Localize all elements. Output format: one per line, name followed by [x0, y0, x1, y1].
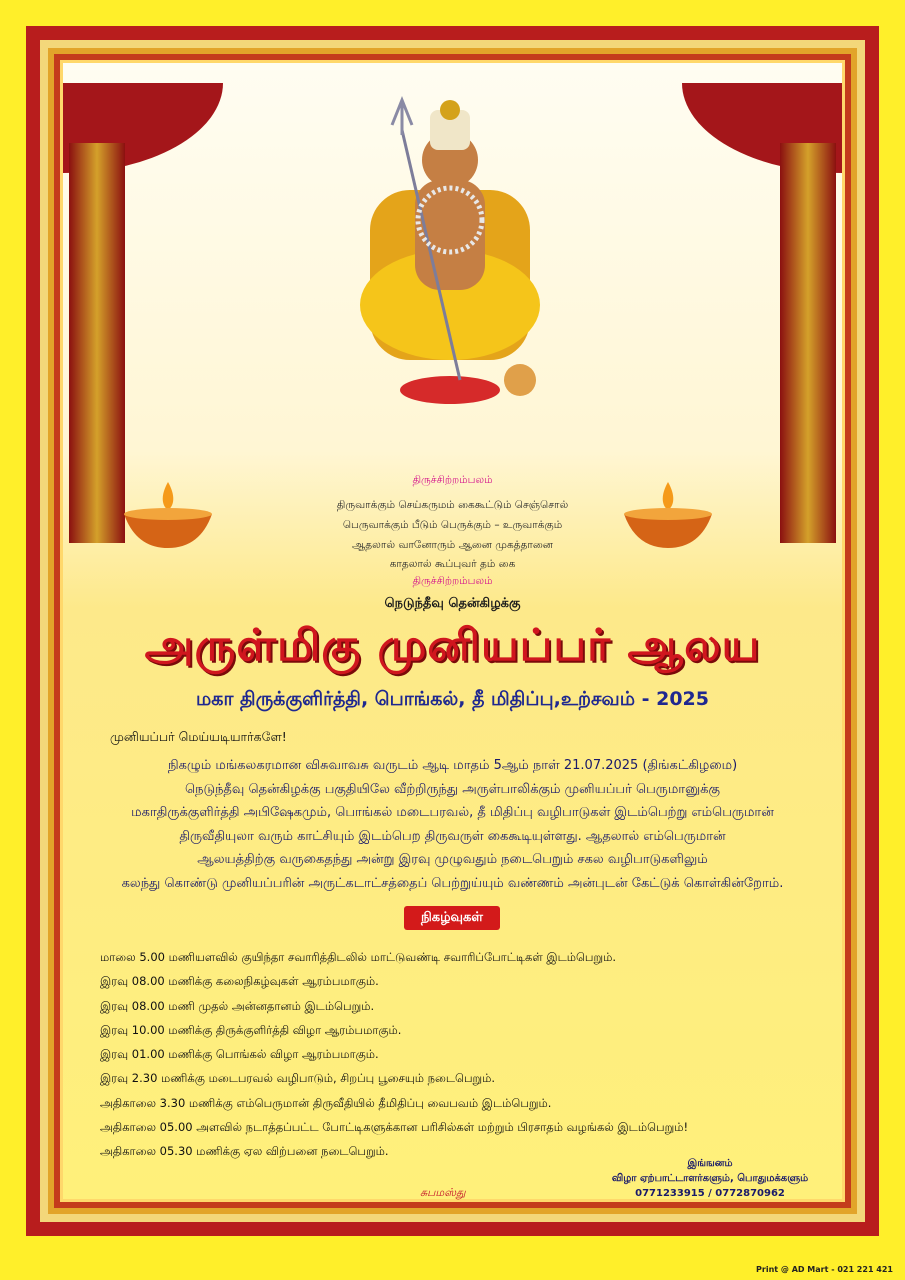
deity-illustration — [330, 90, 570, 410]
events-list — [100, 945, 820, 1164]
paragraph-line: நிகழும் மங்கலகரமான விசுவாவசு வருடம் ஆடி மாதம் 5ஆம் நாள் 21.07.2025 (திங்கட்கிழமை) — [167, 758, 738, 773]
poem-line: காதலால் கூப்புவர் தம் கை — [389, 558, 516, 570]
event-item: இரவு 08.00 மணி முதல் அன்னதானம் இடம்பெறும். — [100, 998, 375, 1013]
event-item: இரவு 10.00 மணிக்கு திருக்குளிர்த்தி விழா ஆரம்பமாகும். — [100, 1022, 402, 1037]
event-item: அதிகாலை 05.30 மணிக்கு ஏல விற்பனை நடைபெறும். — [100, 1144, 389, 1159]
paragraph-line: நெடுந்தீவு தென்கிழக்கு பகுதியிலே வீற்றிருந்து அருள்பாலிக்கும் முனியப்பர் பெருமானுக்கு — [185, 781, 720, 797]
poem-line: பெருவாக்கும் பீடும் பெருக்கும் – உருவாக்கும் — [342, 519, 563, 531]
signoff: இங்ஙனம் — [687, 1158, 733, 1169]
blessing-text: சுபமஸ்து — [420, 1186, 466, 1199]
temple-title: அருள்மிகு முனியப்பர் ஆலய — [144, 620, 761, 671]
event-item: இரவு 2.30 மணிக்கு மடைபரவல் வழிபாடும், சிறப்பு பூசையும் நடைபெறும். — [100, 1071, 496, 1086]
event-item: மாலை 5.00 மணியளவில் குயிந்தா சவாரித்திடலில் மாட்டுவண்டி சவாரிப்போட்டிகள் இடம்பெறும். — [100, 950, 617, 964]
print-credit: Print @ AD Mart - 021 221 421 — [756, 1265, 893, 1274]
poem-opening: திருச்சிற்றம்பலம் — [412, 474, 493, 486]
poem-line: ஆதலால் வானோரும் ஆனை முகத்தானை — [352, 539, 553, 551]
event-item: இரவு 08.00 மணிக்கு கலைநிகழ்வுகள் ஆரம்பமாகும். — [100, 974, 379, 989]
events-heading-badge: நிகழ்வுகள் — [404, 906, 500, 930]
location-subtitle: நெடுந்தீவு தென்கிழக்கு — [384, 596, 521, 611]
invitation-paragraph — [70, 754, 835, 895]
event-item: இரவு 01.00 மணிக்கு பொங்கல் விழா ஆரம்பமாகும். — [100, 1047, 379, 1062]
paragraph-line: மகாதிருக்குளிர்த்தி அபிஷேகமும், பொங்கல் மடைபரவல், தீ மிதிப்பு வழிபாடுகள் இடம்பெற்று எம்பெருமான் — [131, 805, 774, 820]
greeting: முனியப்பர் மெய்யடியார்களே! — [110, 729, 287, 744]
festival-title: மகா திருக்குளிர்த்தி, பொங்கல், தீ மிதிப்பு,உற்சவம் - 2025 — [196, 688, 709, 710]
event-item: அதிகாலை 05.00 அளவில் நடாத்தப்பட்ட போட்டிகளுக்கான பரிசில்கள் மற்றும் பிரசாதம் வழங்கல் இடம்பெறும்! — [100, 1120, 689, 1135]
paragraph-line: திருவீதியுலா வரும் காட்சியும் இடம்பெற திருவருள் கைகூடியுள்ளது. ஆதலால் எம்பெருமான் — [179, 828, 726, 844]
paragraph-line: கலந்து கொண்டு முனியப்பரின் அருட்கடாட்சத்தைப் பெற்றுய்யும் வண்ணம் அன்புடன் கேட்டுக் கொள்கின்றோம். — [121, 875, 784, 891]
event-item: அதிகாலை 3.30 மணிக்கு எம்பெருமான் திருவீதியில் தீமிதிப்பு வைபவம் இடம்பெறும். — [100, 1095, 552, 1110]
phone-numbers: 0771233915 / 0772870962 — [635, 1188, 785, 1199]
poem-line: திருவாக்கும் செய்கருமம் கைகூட்டும் செஞ்சொல் — [336, 499, 569, 511]
paragraph-line: ஆலயத்திற்கு வருகைதந்து அன்று இரவு முழுவதும் நடைபெறும் சகல வழிபாடுகளிலும் — [197, 852, 708, 867]
signoff-block — [590, 1156, 830, 1201]
poem-closing: திருச்சிற்றம்பலம் — [412, 575, 493, 587]
organizers: விழா ஏற்பாட்டாளர்களும், பொதுமக்களும் — [611, 1173, 809, 1184]
